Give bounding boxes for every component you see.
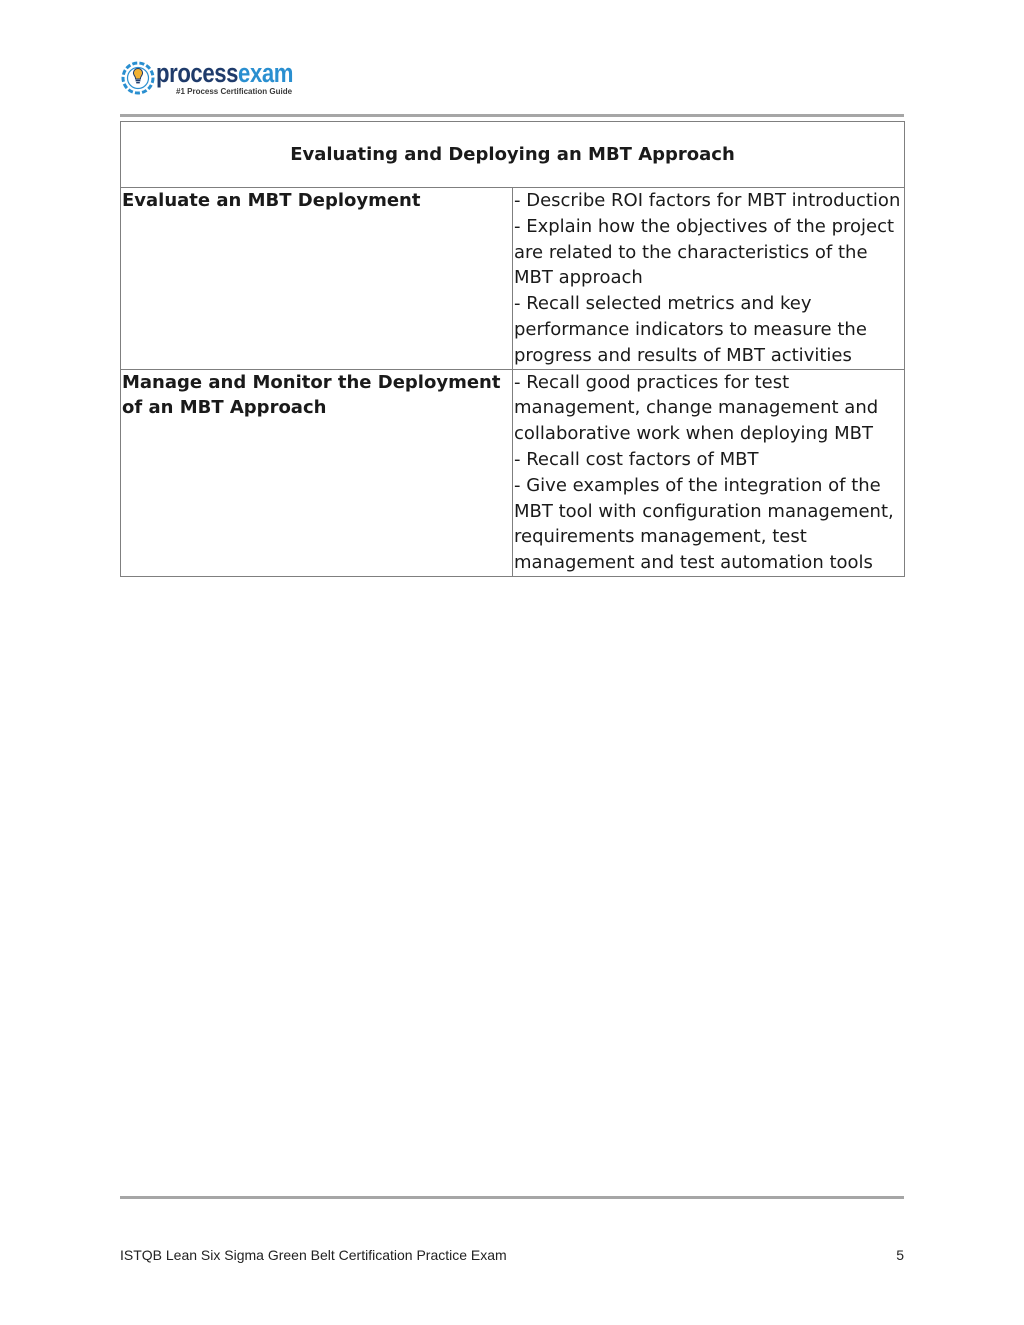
table-row: [121, 369, 905, 576]
topic-cell: Evaluate an MBT Deployment: [121, 188, 513, 370]
objectives-cell: [513, 369, 905, 576]
footer-document-title: ISTQB Lean Six Sigma Green Belt Certification Practice Exam: [120, 1247, 507, 1263]
header-divider: [120, 114, 904, 117]
objective-item: - Recall good practices for test management, change management and collaborative work when deploying MBT: [514, 371, 879, 445]
objective-item: - Recall cost factors of MBT: [514, 448, 759, 470]
page-number: 5: [896, 1247, 904, 1263]
objectives-cell: [513, 188, 905, 370]
syllabus-table: [120, 121, 905, 577]
logo-word-exam: exam: [238, 58, 294, 88]
objective-item: - Describe ROI factors for MBT introduction: [514, 190, 901, 211]
footer-divider: [120, 1196, 904, 1199]
table-row: [121, 188, 905, 370]
table-title: Evaluating and Deploying an MBT Approach: [121, 122, 905, 188]
objective-item: - Explain how the objectives of the project are related to the characteristics of the MBT approach: [514, 215, 895, 289]
objective-item: - Give examples of the integration of the MBT tool with configuration management, requirements management, test management and test automation tools: [514, 474, 894, 574]
lightbulb-gear-icon: [120, 60, 156, 96]
logo-word-process: process: [156, 58, 239, 88]
objective-item: - Recall selected metrics and key performance indicators to measure the progress and results of MBT activities: [514, 293, 867, 366]
logo: [120, 58, 320, 102]
logo-wordmark: [156, 58, 293, 88]
logo-tagline: #1 Process Certification Guide: [176, 87, 293, 96]
topic-cell: Manage and Monitor the Deployment of an MBT Approach: [121, 369, 513, 576]
table-header-row: [121, 122, 905, 188]
